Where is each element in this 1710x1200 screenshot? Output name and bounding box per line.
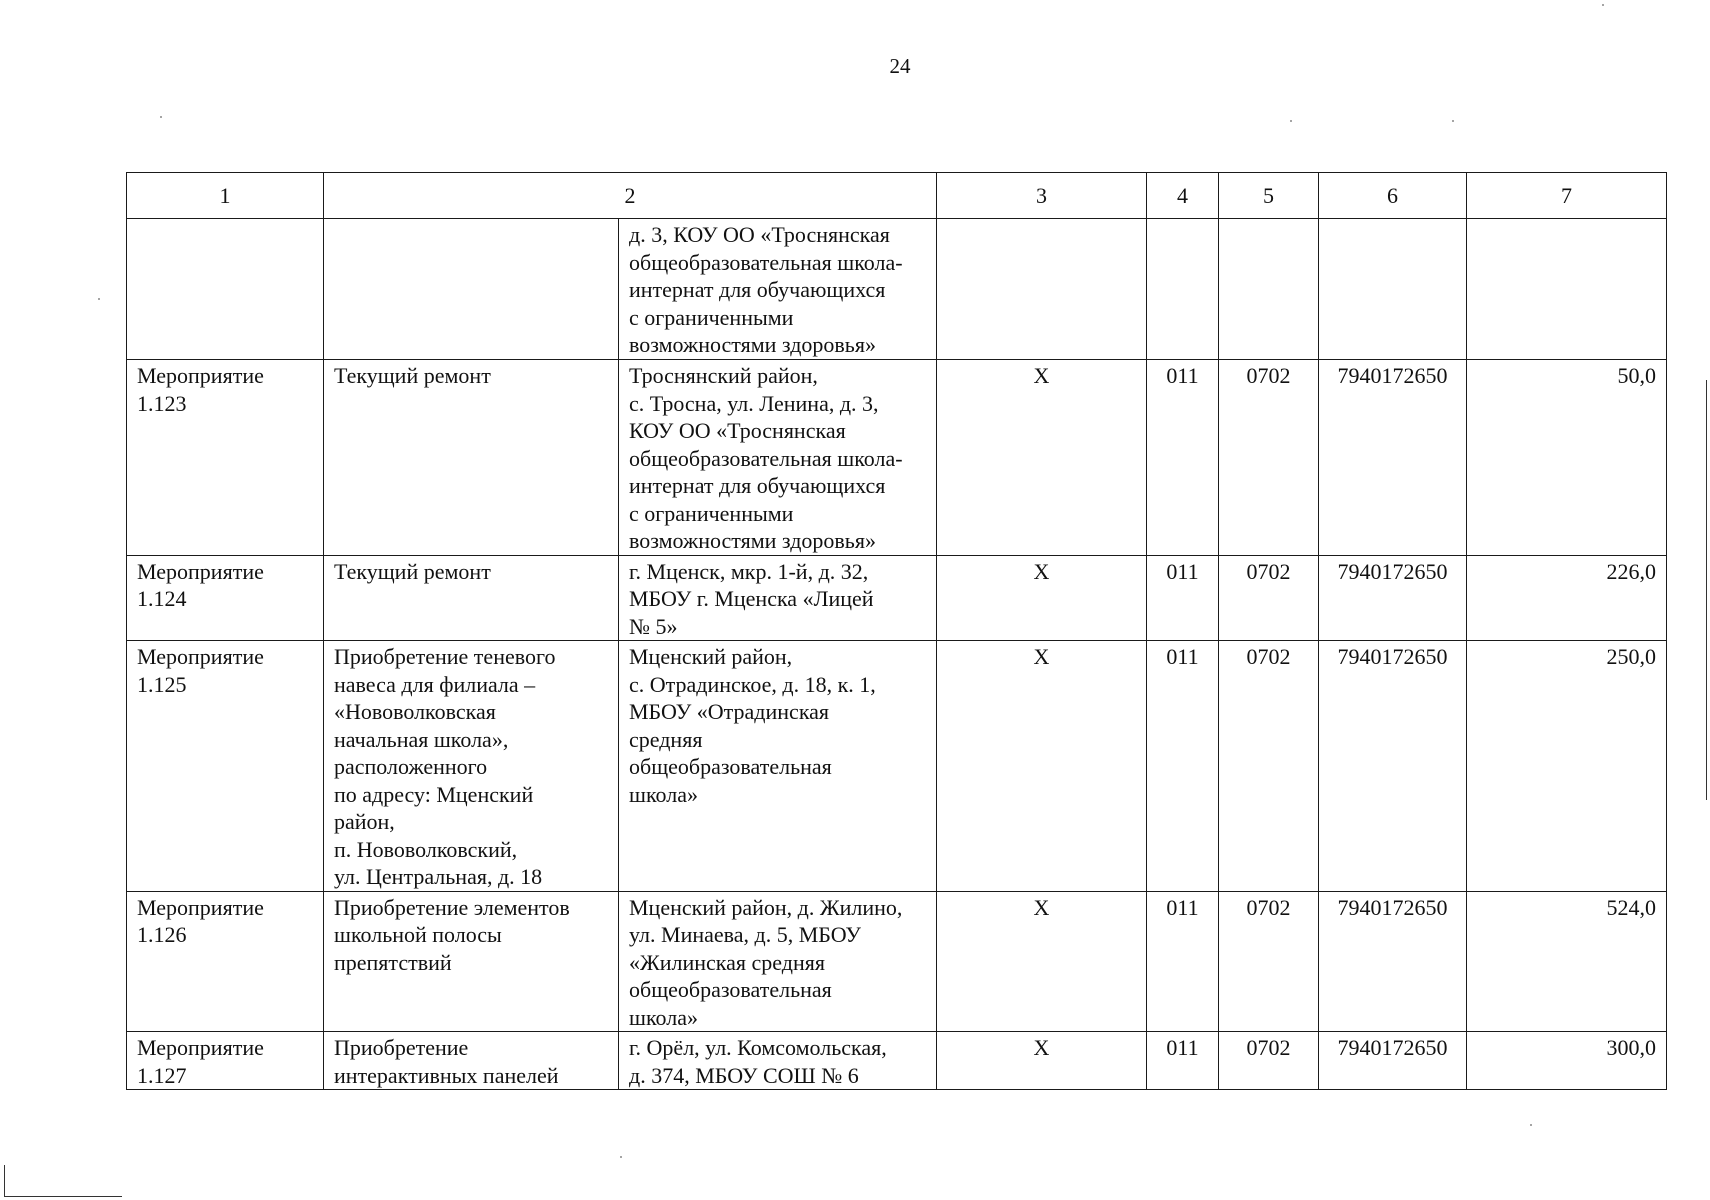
mark-cell: Х: [937, 891, 1147, 1032]
event-id-cell: Мероприятие 1.126: [127, 891, 324, 1032]
mark-cell: Х: [937, 1032, 1147, 1090]
section-cell: 0702: [1219, 891, 1319, 1032]
scan-edge-mark: [4, 1196, 122, 1197]
table-row: [127, 360, 1667, 556]
header-cell-7: 7: [1467, 173, 1667, 219]
page-number: 24: [889, 54, 911, 78]
scan-speck: [160, 116, 162, 118]
event-id-cell: [127, 219, 324, 360]
event-address-cell: Троснянский район, с. Тросна, ул. Ленина, д. 3, КОУ ОО «Троснянская общеобразовательная школа- интернат для обучающихся с ограниченными возможностями здоровья»: [619, 360, 937, 556]
mark-cell: Х: [937, 360, 1147, 556]
event-id-cell: Мероприятие 1.125: [127, 641, 324, 892]
code-cell: 011: [1147, 641, 1219, 892]
header-cell-5: 5: [1219, 173, 1319, 219]
budget-table: [126, 172, 1667, 1090]
event-id-cell: Мероприятие 1.124: [127, 555, 324, 641]
event-description-cell: Текущий ремонт: [324, 555, 619, 641]
header-cell-1: 1: [127, 173, 324, 219]
scan-speck: [620, 1156, 622, 1158]
event-description-cell: Приобретение теневого навеса для филиала – «Нововолковская начальная школа», расположенного по адресу: Мценский район, п. Нововолковский, ул. Центральная, д. 18: [324, 641, 619, 892]
target-article-cell: 7940172650: [1319, 555, 1467, 641]
event-address-cell: Мценский район, д. Жилино, ул. Минаева, д. 5, МБОУ «Жилинская средняя общеобразовательная школа»: [619, 891, 937, 1032]
code-cell: [1147, 219, 1219, 360]
event-address-cell: Мценский район, с. Отрадинское, д. 18, к. 1, МБОУ «Отрадинская средняя общеобразовательная школа»: [619, 641, 937, 892]
scan-edge-mark: [4, 1165, 5, 1197]
section-cell: 0702: [1219, 641, 1319, 892]
amount-cell: 250,0: [1467, 641, 1667, 892]
event-description-cell: [324, 219, 619, 360]
section-cell: 0702: [1219, 1032, 1319, 1090]
mark-cell: Х: [937, 555, 1147, 641]
scan-speck: [1602, 4, 1604, 6]
scan-edge-mark: [1706, 380, 1707, 800]
section-cell: [1219, 219, 1319, 360]
amount-cell: 226,0: [1467, 555, 1667, 641]
table-row: [127, 555, 1667, 641]
target-article-cell: 7940172650: [1319, 641, 1467, 892]
section-cell: 0702: [1219, 360, 1319, 556]
amount-cell: 524,0: [1467, 891, 1667, 1032]
mark-cell: [937, 219, 1147, 360]
target-article-cell: [1319, 219, 1467, 360]
event-address-cell: г. Мценск, мкр. 1-й, д. 32, МБОУ г. Мценска «Лицей № 5»: [619, 555, 937, 641]
mark-cell: Х: [937, 641, 1147, 892]
header-cell-6: 6: [1319, 173, 1467, 219]
table-row: [127, 641, 1667, 892]
header-cell-2: 2: [324, 173, 937, 219]
event-id-cell: Мероприятие 1.127: [127, 1032, 324, 1090]
event-id-cell: Мероприятие 1.123: [127, 360, 324, 556]
code-cell: 011: [1147, 555, 1219, 641]
header-cell-4: 4: [1147, 173, 1219, 219]
section-cell: 0702: [1219, 555, 1319, 641]
header-row: [127, 173, 1667, 219]
amount-cell: 50,0: [1467, 360, 1667, 556]
amount-cell: 300,0: [1467, 1032, 1667, 1090]
event-description-cell: Приобретение элементов школьной полосы препятствий: [324, 891, 619, 1032]
code-cell: 011: [1147, 1032, 1219, 1090]
target-article-cell: 7940172650: [1319, 891, 1467, 1032]
event-description-cell: Приобретение интерактивных панелей: [324, 1032, 619, 1090]
target-article-cell: 7940172650: [1319, 1032, 1467, 1090]
table-row: [127, 219, 1667, 360]
code-cell: 011: [1147, 891, 1219, 1032]
header-cell-3: 3: [937, 173, 1147, 219]
table-row: [127, 891, 1667, 1032]
scan-speck: [1452, 120, 1454, 122]
table-row: [127, 1032, 1667, 1090]
event-description-cell: Текущий ремонт: [324, 360, 619, 556]
event-address-cell: д. 3, КОУ ОО «Троснянская общеобразовательная школа- интернат для обучающихся с ограниченными возможностями здоровья»: [619, 219, 937, 360]
event-address-cell: г. Орёл, ул. Комсомольская, д. 374, МБОУ СОШ № 6: [619, 1032, 937, 1090]
scan-speck: [1530, 1124, 1532, 1126]
scan-speck: [1290, 120, 1292, 122]
amount-cell: [1467, 219, 1667, 360]
target-article-cell: 7940172650: [1319, 360, 1467, 556]
scan-speck: [98, 298, 100, 300]
code-cell: 011: [1147, 360, 1219, 556]
